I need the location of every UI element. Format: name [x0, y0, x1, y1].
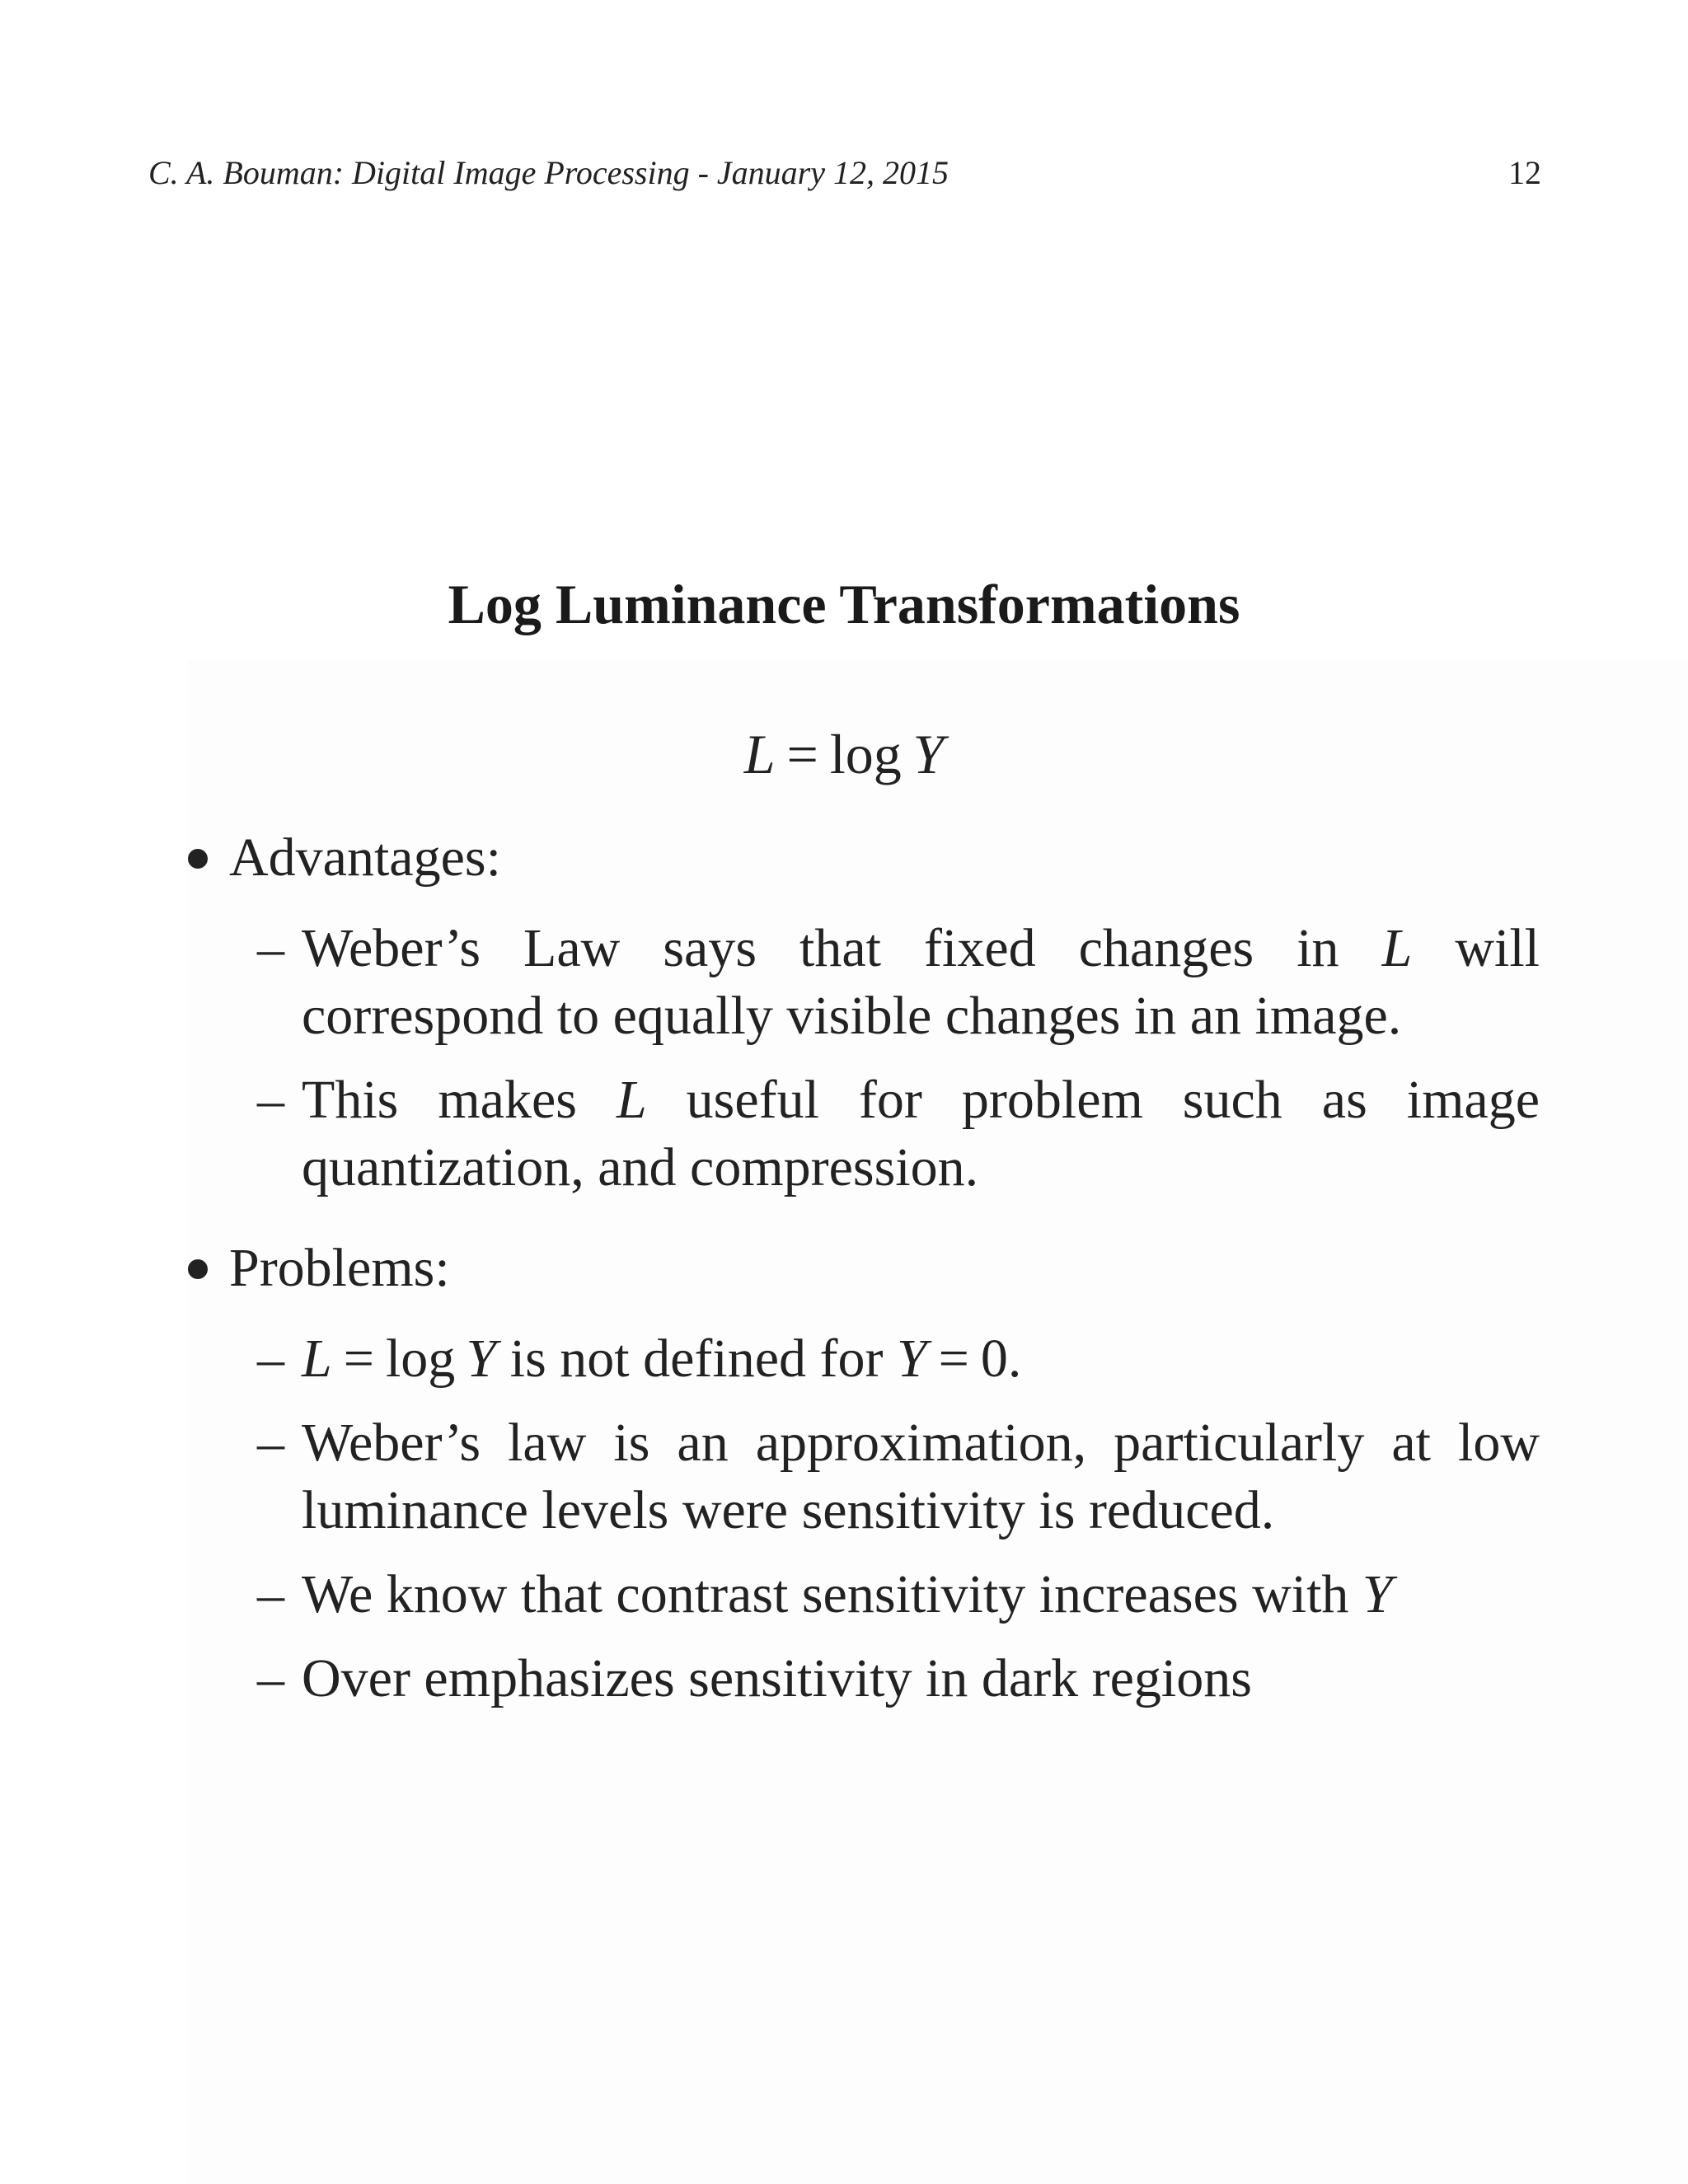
item-text: Weber’s Law says that fixed changes in	[302, 918, 1382, 978]
dash-icon: –	[257, 918, 284, 978]
problems-bullet	[188, 1235, 1540, 1302]
equation-arg: Y	[912, 723, 945, 785]
running-title: C. A. Bouman: Digital Image Processing - January 12, 2015	[148, 154, 949, 191]
dash-icon: –	[257, 1564, 284, 1624]
list-item	[257, 1409, 1540, 1544]
item-text: We know that contrast sensitivity increases with	[302, 1564, 1362, 1624]
item-text: useful for problem such as image quantization, and compression.	[302, 1070, 1540, 1197]
item-text: will correspond to equally visible changes in an image.	[302, 918, 1540, 1046]
list-item	[257, 915, 1540, 1050]
equation-lhs: L	[743, 723, 776, 785]
math-variable: Y	[896, 1329, 927, 1389]
slide-title: Log Luminance Transformations	[448, 573, 1240, 635]
bullet-dot-icon	[188, 849, 208, 869]
dash-icon: –	[257, 1413, 284, 1473]
math-function: log	[385, 1329, 456, 1389]
slide-content	[188, 824, 1540, 1734]
math-variable: Y	[1362, 1564, 1393, 1624]
equation-equals: =	[786, 723, 818, 785]
list-item	[257, 1325, 1540, 1393]
dash-icon: –	[257, 1329, 284, 1389]
bullet-dot-icon	[188, 1259, 208, 1279]
advantages-bullet	[188, 824, 1540, 892]
dash-icon: –	[257, 1070, 284, 1130]
item-text: is not defined for	[496, 1329, 897, 1389]
running-header	[148, 150, 1541, 196]
math-operator: =	[343, 1329, 374, 1389]
problems-list	[188, 1325, 1540, 1713]
advantages-label: Advantages:	[229, 827, 501, 888]
problems-label: Problems:	[229, 1238, 450, 1298]
page-number: 12	[1508, 154, 1541, 191]
advantages-list	[188, 915, 1540, 1202]
item-text: Weber’s law is an approximation, particularly at low luminance levels were sensitivity is reduced.	[302, 1413, 1540, 1540]
log-luminance-equation	[0, 717, 1688, 791]
math-number: 0	[980, 1329, 1008, 1389]
math-operator: =	[938, 1329, 969, 1389]
list-item	[257, 1066, 1540, 1202]
list-item	[257, 1645, 1540, 1713]
dash-icon: –	[257, 1648, 284, 1708]
item-text: This makes	[302, 1070, 617, 1130]
math-variable: L	[616, 1070, 647, 1130]
item-text: Over emphasizes sensitivity in dark regions	[302, 1648, 1252, 1708]
math-variable: L	[302, 1329, 332, 1389]
equation-log: log	[829, 723, 902, 785]
list-item	[257, 1561, 1540, 1629]
math-variable: L	[1381, 918, 1413, 978]
item-text: .	[1007, 1329, 1022, 1389]
math-variable: Y	[466, 1329, 497, 1389]
